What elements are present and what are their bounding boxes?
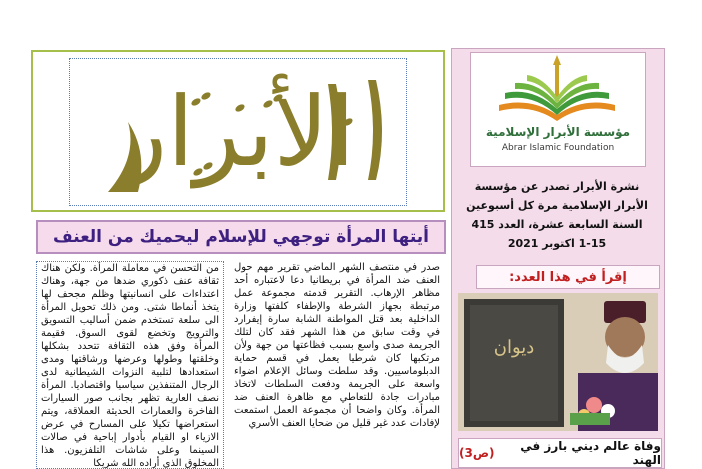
issue-info-line: الأبرار الإسلامية مرة كل أسبوعين — [466, 199, 648, 212]
feature-page-ref: (ص3) — [459, 446, 495, 460]
headline-text: أيتها المرأة توجهي للإسلام ليحميك من العنف — [53, 227, 429, 247]
book-title: ديوان — [493, 337, 535, 358]
masthead — [31, 50, 445, 212]
article-column-left: من التحسن في معاملة المرأة. ولكن هناك ثقافة عنف ذكوري ضدها من جهة، وهناك اعتداءات على انسانيتها وظلم مجحف لها يتخذ أنماطا شتى. ومن ذلك تحويل المرأة الى سلعة تستخدم ضمن أساليب التسويق والترويج وتخضع لقوى السوق. فقيمة المرأة وفق هذه الثقافة تتحدد بشكلها وخلقتها وطولها وعرضها ورشاقتها ومدى استعدادها لتلبية النزوات الشيطانية لدى الرجال المتنفذين سياسيا واقتصاديا. المرأة نصف العارية تظهر بجانب صور السيارات الفاخرة والعمارات الحديثة العملاقة، ويتم استعراضها تكيلا على المسارح في عرض الازياء او القيام بأدوار إباحية في صالات السينما وعلى شاشات التلفزيون. هذا المخلوق الذي أراده الله شريكا — [36, 261, 224, 469]
scholar-photo-icon — [458, 293, 658, 431]
issue-info-line: نشرة الأبرار تصدر عن مؤسسة — [474, 180, 640, 193]
issue-info-line: السنة السابعة عشرة، العدد 415 — [471, 218, 643, 231]
headline-banner — [36, 220, 446, 254]
issue-info — [456, 177, 658, 253]
logo-arabic-name: مؤسسة الأبرار الإسلامية — [485, 125, 631, 139]
feature-caption[interactable] — [458, 438, 662, 468]
read-in-issue-label: إقرأ في هذا العدد: — [509, 269, 627, 285]
logo-english-name: Abrar Islamic Foundation — [501, 143, 615, 153]
masthead-logo-frame — [69, 58, 407, 206]
read-in-issue-box — [476, 265, 660, 289]
sidebar — [451, 48, 665, 469]
feature-caption-text: وفاة عالم ديني بارز في الهند — [520, 439, 661, 467]
article-column-right: صدر في منتصف الشهر الماضي تقرير مهم حول العنف ضد المرأة في بريطانيا دعا لاعتباره أحد مظاهر الإرهاب. التقرير قدمته مجموعة عمل مرتبطة بجهاز الشرطة والإطفاء كلفتها وزارة الداخلية بعد قتل المواطنة الشابة سارة إيفرارد في وقت سابق من هذا الشهر فقد كان لتلك الجريمة صدى واسع بسبب فظاعتها من جهة ولأن مرتكبها كان شرطيا يعمل في قسم حماية الدبلوماسيين. وقد سلطت وسائل الإعلام اضواء واسعة على الجريمة ودفعت السلطات لاتخاذ مبادرات جادة للتعاطي مع ظاهرة العنف ضد المرأة. وكان واضحا أن مجموعة العمل استمعت لإفادات عدد غير قليل من ضحايا العنف الأسري — [234, 262, 440, 429]
feature-photo — [458, 293, 658, 431]
foundation-logo — [470, 52, 646, 167]
masthead-title: الأبرار — [120, 76, 356, 188]
issue-date: 1-15 اكتوبر 2021 — [507, 237, 607, 250]
